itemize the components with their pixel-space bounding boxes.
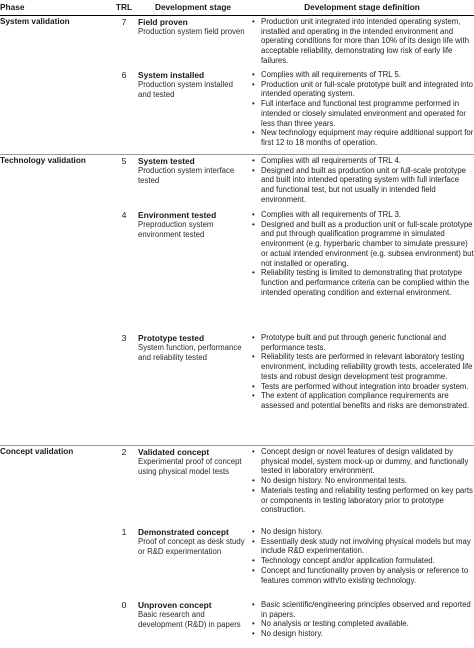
- trl-number: 3: [121, 333, 127, 343]
- definition-item: • Reliability tests are performed in relevant laboratory testing environment, including reliability growth tests, accelerated life tests and robust design development test programme.: [252, 352, 474, 381]
- definition-item: • Reliability testing is limited to demonstrating that prototype function and performance criteria can be complied within the intended operating condition and external environment.: [252, 268, 474, 297]
- stage-title: Unproven concept: [138, 600, 212, 610]
- definition-item: • Technology concept and/or application formulated.: [252, 556, 474, 566]
- header-phase: Phase: [0, 2, 25, 12]
- definition-item: • Designed and built as production unit or full-scale prototype and built into intended operating system with full interface and functional test, but not usually in intended field environment.: [252, 166, 474, 205]
- table-header: [0, 0, 474, 16]
- stage-title: Demonstrated concept: [138, 527, 229, 537]
- trl-number: 0: [121, 600, 127, 610]
- header-trl: TRL: [115, 2, 133, 12]
- phase-divider: [0, 154, 474, 155]
- stage-description: System function, performance and reliability tested: [138, 343, 242, 362]
- definition-item: • Concept and functionality proven by analysis or reference to features common with/to existing technology.: [252, 566, 474, 585]
- definition-item: • Designed and built as a production unit or full-scale prototype and put through qualification programme in simulated environment (e.g. hyperbaric chamber to simulate pressure) or actual intended environment (e.g. subsea environment) but not installed or operating.: [252, 220, 474, 269]
- trl-number: 7: [121, 17, 127, 27]
- stage-description: Preproduction system environment tested: [138, 220, 214, 239]
- definition-item: • New technology equipment may require additional support for first 12 to 18 months of operation.: [252, 128, 474, 147]
- trl-number: 5: [121, 156, 127, 166]
- definition-item: • Complies with all requirements of TRL 5.: [252, 70, 474, 80]
- stage-description: Proof of concept as desk study or R&D experimentation: [138, 537, 245, 556]
- stage-title: System installed: [138, 70, 205, 80]
- header-stage-definition: Development stage definition: [304, 2, 420, 12]
- stage-title: Validated concept: [138, 447, 210, 457]
- development-stage: [138, 447, 246, 476]
- development-stage: [138, 156, 246, 185]
- definition-item: • No design history. No environmental tests.: [252, 476, 474, 486]
- definition-item: • Full interface and functional test programme performed in intended or closely simulated environment and operated for less than three years.: [252, 99, 474, 128]
- stage-description: Production system field proven: [138, 27, 245, 36]
- stage-definition-list: [252, 527, 474, 585]
- stage-description: Experimental proof of concept using physical model tests: [138, 457, 242, 476]
- definition-item: • No design history.: [252, 629, 474, 639]
- stage-definition-list: [252, 70, 474, 148]
- stage-title: Field proven: [138, 17, 188, 27]
- stage-definition-list: [252, 156, 474, 205]
- definition-item: • Prototype built and put through generic functional and performance tests.: [252, 333, 474, 352]
- phase-label: Concept validation: [0, 447, 74, 456]
- trl-number: 4: [121, 210, 127, 220]
- definition-item: • Production unit integrated into intended operating system, installed and operating in the intended environment and operating conditions for more than 10% of its design life with acceptable reliability, demonstrating low risk of early life failures.: [252, 17, 474, 66]
- definition-item: • Complies with all requirements of TRL 4.: [252, 156, 474, 166]
- stage-description: Production system interface tested: [138, 166, 235, 185]
- definition-item: • Materials testing and reliability testing performed on key parts or components in testing laboratory prior to prototype construction.: [252, 486, 474, 515]
- definition-item: • Tests are performed without integration into broader system.: [252, 382, 474, 392]
- stage-title: Prototype tested: [138, 333, 205, 343]
- trl-number: 2: [121, 447, 127, 457]
- development-stage: [138, 333, 246, 362]
- definition-item: • Essentially desk study not involving physical models but may include R&D experimentation.: [252, 537, 474, 556]
- definition-item: • Basic scientific/engineering principles observed and reported in papers.: [252, 600, 474, 619]
- stage-definition-list: [252, 333, 474, 411]
- stage-definition-list: [252, 17, 474, 66]
- phase-label: Technology validation: [0, 156, 86, 165]
- definition-item: • Complies with all requirements of TRL 3.: [252, 210, 474, 220]
- trl-number: 1: [121, 527, 127, 537]
- stage-title: Environment tested: [138, 210, 217, 220]
- stage-description: Production system installed and tested: [138, 80, 233, 99]
- definition-item: • Concept design or novel features of design validated by physical model, system mock-up or dummy, and functionally tested in laboratory environment.: [252, 447, 474, 476]
- phase-label: System validation: [0, 17, 70, 26]
- development-stage: [138, 600, 246, 629]
- development-stage: [138, 210, 246, 239]
- development-stage: [138, 17, 246, 37]
- phase-divider: [0, 445, 474, 446]
- stage-definition-list: [252, 600, 474, 639]
- definition-item: • Production unit or full-scale prototype built and integrated into intended operating system.: [252, 80, 474, 99]
- stage-title: System tested: [138, 156, 195, 166]
- trl-number: 6: [121, 70, 127, 80]
- header-development-stage: Development stage: [154, 2, 232, 12]
- development-stage: [138, 70, 246, 99]
- stage-definition-list: [252, 210, 474, 297]
- definition-item: • No analysis or testing completed available.: [252, 619, 474, 629]
- definition-item: • The extent of application compliance requirements are assessed and potential benefits and risks are demonstrated.: [252, 391, 474, 410]
- development-stage: [138, 527, 246, 556]
- stage-definition-list: [252, 447, 474, 515]
- definition-item: • No design history.: [252, 527, 474, 537]
- stage-description: Basic research and development (R&D) in papers: [138, 610, 241, 629]
